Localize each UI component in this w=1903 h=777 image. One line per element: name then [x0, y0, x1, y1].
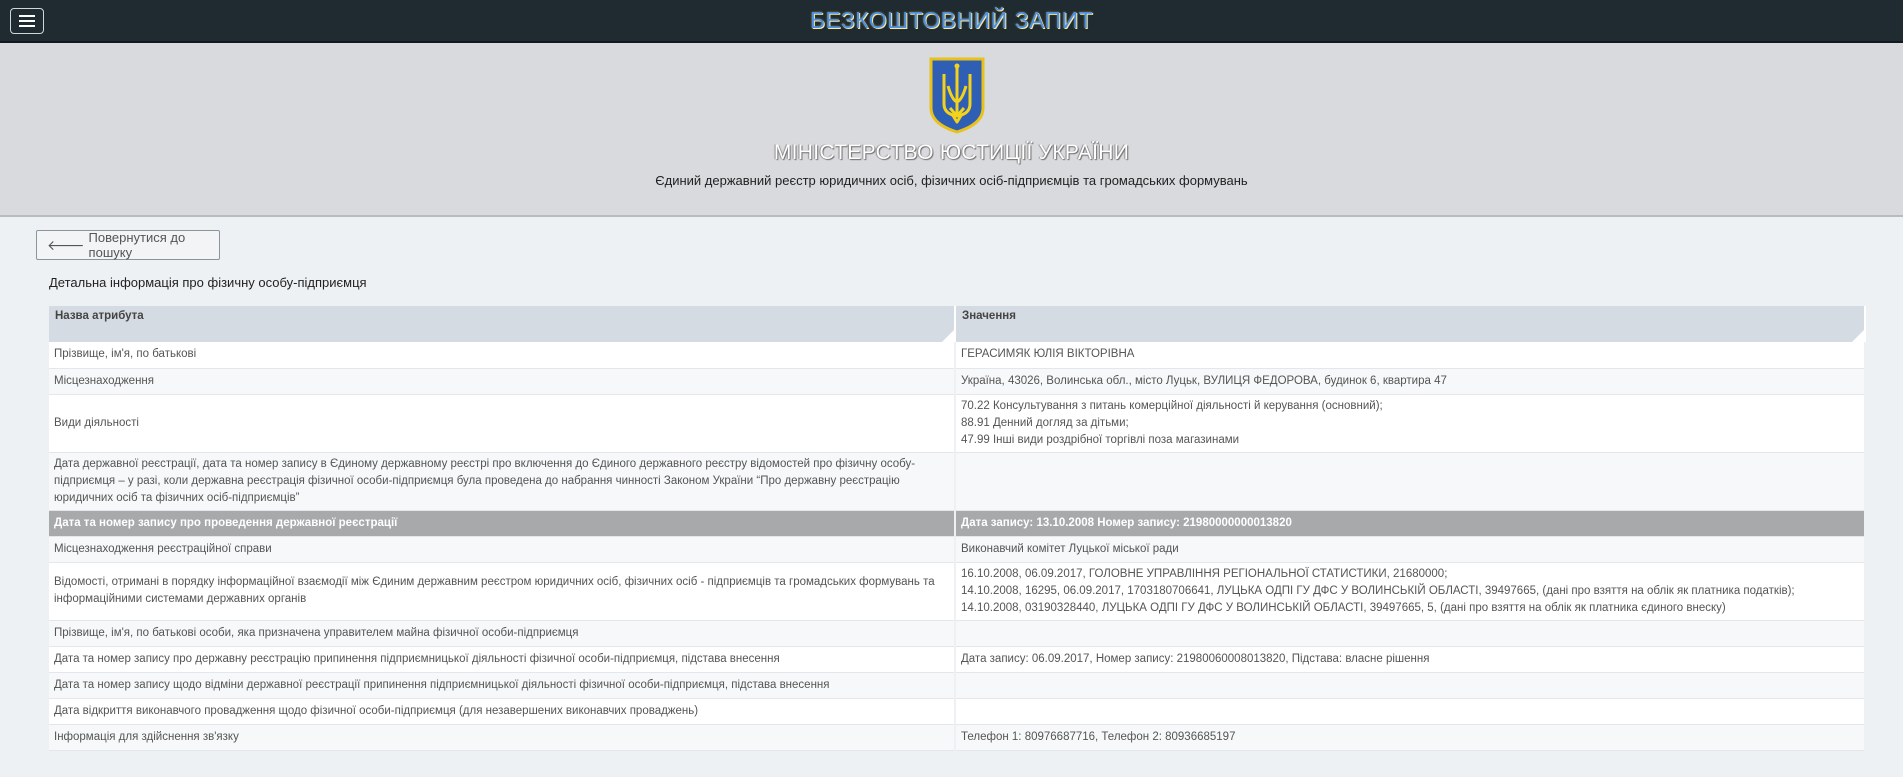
table-row — [49, 452, 1865, 510]
column-header-value: Значення — [955, 306, 1865, 342]
table-row — [49, 562, 1865, 620]
value-cell: ГЕРАСИМЯК ЮЛІЯ ВІКТОРІВНА — [955, 342, 1865, 368]
details-table — [49, 306, 1866, 751]
table-row — [49, 536, 1865, 562]
table-header-row — [49, 306, 1865, 342]
table-row — [49, 698, 1865, 724]
arrow-left-icon: 🡐 — [47, 236, 85, 253]
value-cell: 16.10.2008, 06.09.2017, ГОЛОВНЕ УПРАВЛІННЯ РЕГІОНАЛЬНОЇ СТАТИСТИКИ, 21680000; 14.10.2008, 16295, 06.09.2017, 1703180706641, ЛУЦЬКА ОДПІ ГУ ДФС У ВОЛИНСЬКІЙ ОБЛАСТІ, 39497665, (дані про взяття на облік як платника податків); 14.10.2008, 03190328440, ЛУЦЬКА ОДПІ ГУ ДФС У ВОЛИНСЬКІЙ ОБЛАСТІ, 39497665, 5, (дані про взяття на облік як платника єдиного внеску) — [955, 562, 1865, 620]
registry-subtitle: Єдиний державний реєстр юридичних осіб, фізичних осіб-підприємців та громадських формувань — [655, 173, 1248, 188]
attribute-cell: Дата та номер запису про проведення державної реєстрації — [49, 510, 955, 536]
attribute-cell: Прізвище, ім'я, по батькові особи, яка призначена управителем майна фізичної особи-підприємця — [49, 620, 955, 646]
back-button-label: Повернутися до пошуку — [88, 230, 186, 260]
value-cell: Дата запису: 13.10.2008 Номер запису: 21980000000013820 — [955, 510, 1865, 536]
value-cell: Дата запису: 06.09.2017, Номер запису: 21980060008013820, Підстава: власне рішення — [955, 646, 1865, 672]
value-cell: Телефон 1: 80976687716, Телефон 2: 80936685197 — [955, 724, 1865, 750]
attribute-cell: Дата державної реєстрації, дата та номер запису в Єдиному державному реєстрі про включення до Єдиного державного реєстру відомостей про фізичну особу-підприємця – у разі, коли державна реєстрація фізичної особи-підприємця була проведена до набрання чинності Законом України “Про державну реєстрацію юридичних осіб та фізичних осіб-підприємців” — [49, 452, 955, 510]
attribute-cell: Місцезнаходження — [49, 368, 955, 394]
table-row — [49, 620, 1865, 646]
section-title: Детальна інформація про фізичну особу-підприємця — [49, 275, 367, 290]
attribute-cell: Дата та номер запису про державну реєстрацію припинення підприємницької діяльності фізичної особи-підприємця, підстава внесення — [49, 646, 955, 672]
value-cell: Виконавчий комітет Луцької міської ради — [955, 536, 1865, 562]
column-header-attribute: Назва атрибута — [49, 306, 955, 342]
ministry-header — [0, 43, 1903, 217]
back-to-search-button[interactable] — [36, 230, 220, 260]
value-cell — [955, 672, 1865, 698]
value-cell — [955, 620, 1865, 646]
table-row — [49, 342, 1865, 368]
table-row — [49, 394, 1865, 452]
coat-of-arms-icon — [928, 56, 986, 134]
attribute-cell: Прізвище, ім'я, по батькові — [49, 342, 955, 368]
table-row-highlighted — [49, 510, 1865, 536]
page-title: БЕЗКОШТОВНИЙ ЗАПИТ — [809, 7, 1094, 33]
value-cell: Україна, 43026, Волинська обл., місто Луцьк, ВУЛИЦЯ ФЕДОРОВА, будинок 6, квартира 47 — [955, 368, 1865, 394]
attribute-cell: Відомості, отримані в порядку інформаційної взаємодії між Єдиним державним реєстром юридичних осіб, фізичних осіб - підприємців та громадських формувань та інформаційними системами державних органів — [49, 562, 955, 620]
value-cell — [955, 452, 1865, 510]
table-row — [49, 724, 1865, 750]
attribute-cell: Види діяльності — [49, 394, 955, 452]
table-row — [49, 368, 1865, 394]
ministry-title: МІНІСТЕРСТВО ЮСТИЦІЇ УКРАЇНИ — [773, 141, 1130, 164]
top-bar — [0, 0, 1903, 43]
attribute-cell: Дата та номер запису щодо відміни державної реєстрації припинення підприємницької діяльності фізичної особи-підприємця, підстава внесення — [49, 672, 955, 698]
table-row — [49, 646, 1865, 672]
attribute-cell: Інформація для здійснення зв'язку — [49, 724, 955, 750]
value-cell: 70.22 Консультування з питань комерційної діяльності й керування (основний); 88.91 Денний догляд за дітьми; 47.99 Інші види роздрібної торгівлі поза магазинами — [955, 394, 1865, 452]
attribute-cell: Місцезнаходження реєстраційної справи — [49, 536, 955, 562]
value-cell — [955, 698, 1865, 724]
table-row — [49, 672, 1865, 698]
attribute-cell: Дата відкриття виконавчого провадження щодо фізичної особи-підприємця (для незавершених виконавчих проваджень) — [49, 698, 955, 724]
